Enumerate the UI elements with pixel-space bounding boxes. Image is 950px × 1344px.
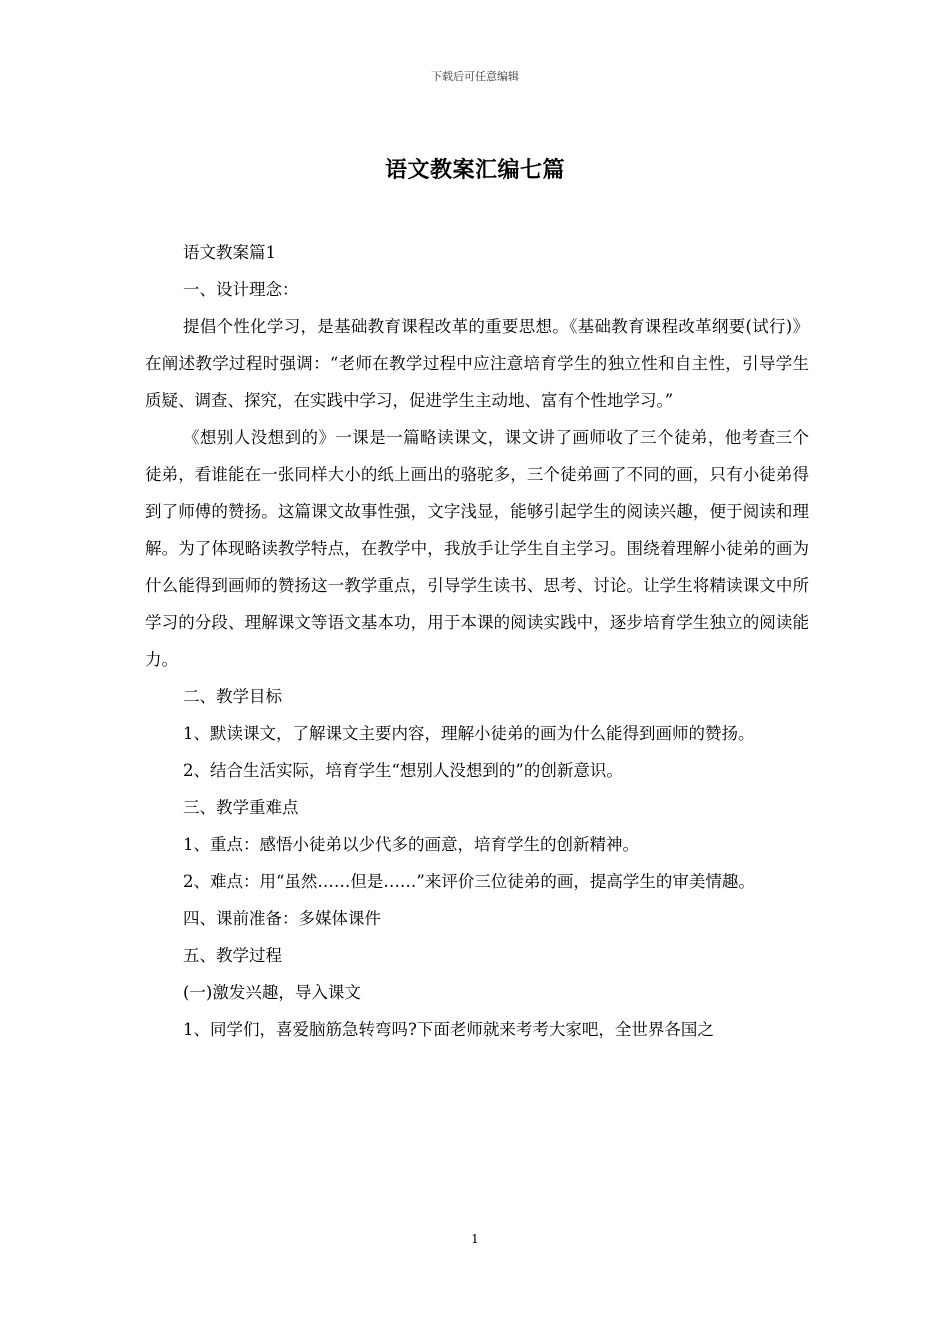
section-heading: 二、教学目标 (183, 687, 282, 706)
document-body (145, 234, 809, 1048)
body-paragraph: 提倡个性化学习，是基础教育课程改革的重要思想。《基础教育课程改革纲要(试行)》在阐述教学过程时强调：“老师在教学过程中应注意培育学生的独立性和自主性，引导学生质疑、调查、探究，在实践中学习，促进学生主动地、富有个性地学习。” (145, 317, 809, 410)
list-item: 2、难点：用“虽然……但是……”来评价三位徒弟的画，提高学生的审美情趣。 (183, 872, 755, 891)
section-heading: 语文教案篇1 (183, 243, 276, 262)
section-heading: 四、课前准备：多媒体课件 (183, 909, 381, 928)
document-title: 语文教案汇编七篇 (384, 157, 565, 183)
list-item: 1、重点：感悟小徒弟以少代多的画意，培育学生的创新精神。 (183, 835, 639, 854)
subsection-heading: (一)激发兴趣，导入课文 (183, 983, 361, 1002)
page-number: 1 (471, 1232, 479, 1246)
body-paragraph: 《想别人没想到的》一课是一篇略读课文，课文讲了画师收了三个徒弟，他考查三个徒弟，看谁能在一张同样大小的纸上画出的骆驼多，三个徒弟画了不同的画，只有小徒弟得到了师傅的赞扬。这篇课文故事性强，文字浅显，能够引起学生的阅读兴趣，便于阅读和理解。为了体现略读教学特点，在教学中，我放手让学生自主学习。围绕着理解小徒弟的画为什么能得到画师的赞扬这一教学重点，引导学生读书、思考、讨论。让学生将精读课文中所学习的分段、理解课文等语文基本功，用于本课的阅读实践中，逐步培育学生独立的阅读能力。 (145, 428, 809, 669)
section-heading: 一、设计理念： (183, 280, 299, 299)
list-item: 1、同学们，喜爱脑筋急转弯吗?下面老师就来考考大家吧，全世界各国之 (183, 1020, 714, 1039)
list-item: 2、结合生活实际，培育学生“想别人没想到的”的创新意识。 (183, 761, 623, 780)
header-note: 下载后可任意编辑 (431, 70, 519, 83)
section-heading: 五、教学过程 (183, 946, 282, 965)
list-item: 1、默读课文，了解课文主要内容，理解小徒弟的画为什么能得到画师的赞扬。 (183, 724, 755, 743)
section-heading: 三、教学重难点 (183, 798, 299, 817)
